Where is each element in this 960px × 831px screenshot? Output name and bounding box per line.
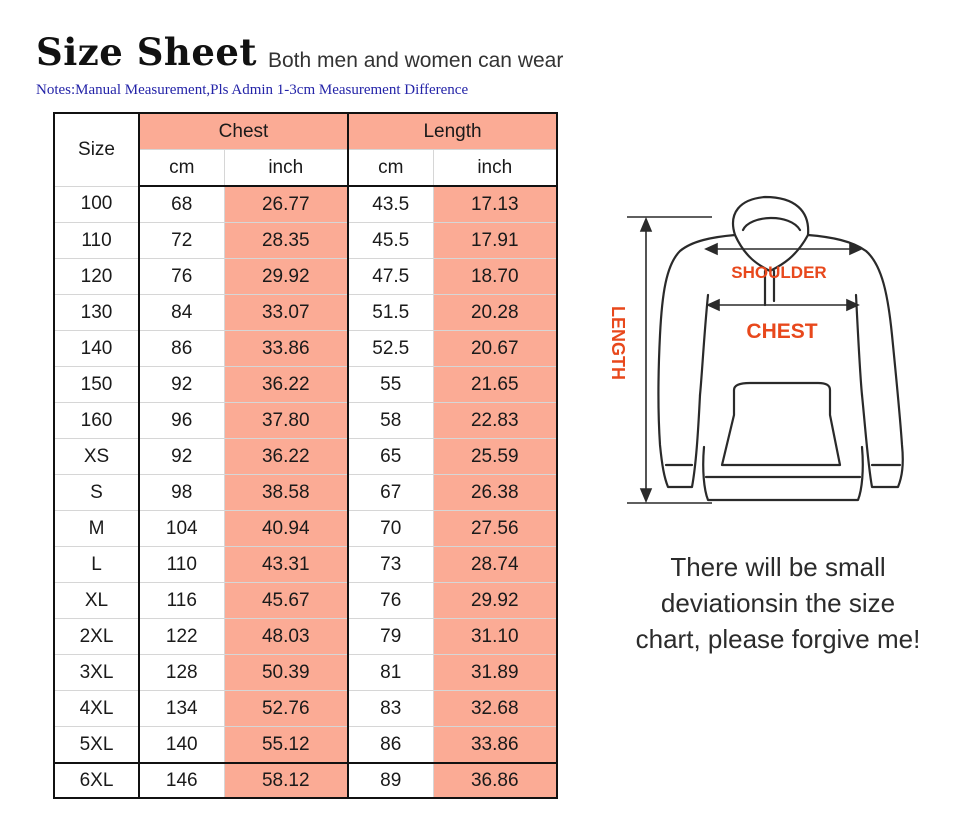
chest-inch-cell: 36.22 xyxy=(224,439,348,475)
length-inch-cell: 17.13 xyxy=(433,186,557,223)
size-column-header: Size xyxy=(54,113,139,186)
chest-inch-cell: 52.76 xyxy=(224,691,348,727)
chest-inch-cell: 55.12 xyxy=(224,727,348,764)
measurement-notes: Notes:Manual Measurement,Pls Admin 1-3cm Measurement Difference xyxy=(36,82,469,98)
chest-inch-cell: 37.80 xyxy=(224,403,348,439)
length-cm-cell: 52.5 xyxy=(348,331,433,367)
length-inch-cell: 29.92 xyxy=(433,583,557,619)
chest-inch-cell: 26.77 xyxy=(224,186,348,223)
shoulder-label: SHOULDER xyxy=(731,263,827,282)
table-row xyxy=(54,259,557,295)
chest-inch-cell: 48.03 xyxy=(224,619,348,655)
length-inch-cell: 33.86 xyxy=(433,727,557,764)
length-cm-cell: 67 xyxy=(348,475,433,511)
size-table xyxy=(53,112,558,799)
length-cm-cell: 58 xyxy=(348,403,433,439)
length-cm-cell: 76 xyxy=(348,583,433,619)
hoodie-icon xyxy=(600,185,930,515)
size-cell: 100 xyxy=(54,186,139,223)
table-row xyxy=(54,763,557,798)
chest-group-header: Chest xyxy=(139,113,348,150)
size-cell: 6XL xyxy=(54,763,139,798)
length-inch-cell: 27.56 xyxy=(433,511,557,547)
table-row xyxy=(54,186,557,223)
unit-header-length-inch: inch xyxy=(433,150,557,187)
length-cm-cell: 43.5 xyxy=(348,186,433,223)
length-inch-cell: 26.38 xyxy=(433,475,557,511)
length-inch-cell: 31.89 xyxy=(433,655,557,691)
length-inch-cell: 36.86 xyxy=(433,763,557,798)
size-cell: 110 xyxy=(54,223,139,259)
chest-inch-cell: 43.31 xyxy=(224,547,348,583)
chest-inch-cell: 33.07 xyxy=(224,295,348,331)
length-inch-cell: 32.68 xyxy=(433,691,557,727)
length-inch-cell: 28.74 xyxy=(433,547,557,583)
table-row xyxy=(54,583,557,619)
chest-cm-cell: 86 xyxy=(139,331,224,367)
chest-inch-cell: 28.35 xyxy=(224,223,348,259)
length-inch-cell: 20.28 xyxy=(433,295,557,331)
length-cm-cell: 83 xyxy=(348,691,433,727)
chest-inch-cell: 40.94 xyxy=(224,511,348,547)
unit-header-chest-cm: cm xyxy=(139,150,224,187)
table-row xyxy=(54,223,557,259)
length-group-header: Length xyxy=(348,113,557,150)
length-label: LENGTH xyxy=(608,306,628,380)
note-line: deviationsin the size xyxy=(660,588,896,618)
size-cell: XL xyxy=(54,583,139,619)
size-cell: 2XL xyxy=(54,619,139,655)
length-cm-cell: 70 xyxy=(348,511,433,547)
chest-inch-cell: 58.12 xyxy=(224,763,348,798)
length-cm-cell: 51.5 xyxy=(348,295,433,331)
length-cm-cell: 45.5 xyxy=(348,223,433,259)
table-row xyxy=(54,403,557,439)
note-line: There will be small xyxy=(670,552,886,582)
table-row xyxy=(54,295,557,331)
length-inch-cell: 25.59 xyxy=(433,439,557,475)
chest-cm-cell: 146 xyxy=(139,763,224,798)
size-cell: XS xyxy=(54,439,139,475)
length-inch-cell: 18.70 xyxy=(433,259,557,295)
size-cell: 120 xyxy=(54,259,139,295)
table-row xyxy=(54,511,557,547)
length-inch-cell: 22.83 xyxy=(433,403,557,439)
table-row xyxy=(54,727,557,764)
table-row xyxy=(54,475,557,511)
chest-inch-cell: 38.58 xyxy=(224,475,348,511)
chest-cm-cell: 92 xyxy=(139,439,224,475)
size-cell: 130 xyxy=(54,295,139,331)
chest-cm-cell: 96 xyxy=(139,403,224,439)
unit-header-length-cm: cm xyxy=(348,150,433,187)
chest-cm-cell: 122 xyxy=(139,619,224,655)
subtitle: Both men and women can wear xyxy=(268,49,564,72)
length-cm-cell: 86 xyxy=(348,727,433,764)
size-cell: 150 xyxy=(54,367,139,403)
unit-header-chest-inch: inch xyxy=(224,150,348,187)
chest-inch-cell: 29.92 xyxy=(224,259,348,295)
chest-cm-cell: 76 xyxy=(139,259,224,295)
length-cm-cell: 55 xyxy=(348,367,433,403)
size-cell: S xyxy=(54,475,139,511)
chest-cm-cell: 116 xyxy=(139,583,224,619)
chest-cm-cell: 72 xyxy=(139,223,224,259)
note-line: chart, please forgive me! xyxy=(635,624,921,654)
size-cell: L xyxy=(54,547,139,583)
length-inch-cell: 31.10 xyxy=(433,619,557,655)
length-cm-cell: 81 xyxy=(348,655,433,691)
size-cell: M xyxy=(54,511,139,547)
length-cm-cell: 79 xyxy=(348,619,433,655)
length-inch-cell: 21.65 xyxy=(433,367,557,403)
length-inch-cell: 17.91 xyxy=(433,223,557,259)
chest-inch-cell: 45.67 xyxy=(224,583,348,619)
chest-cm-cell: 140 xyxy=(139,727,224,764)
table-row xyxy=(54,367,557,403)
chest-cm-cell: 128 xyxy=(139,655,224,691)
length-cm-cell: 47.5 xyxy=(348,259,433,295)
table-row xyxy=(54,331,557,367)
table-row xyxy=(54,655,557,691)
length-cm-cell: 73 xyxy=(348,547,433,583)
chest-cm-cell: 84 xyxy=(139,295,224,331)
size-cell: 5XL xyxy=(54,727,139,764)
table-row xyxy=(54,691,557,727)
page-title: Size Sheet xyxy=(36,30,258,74)
chest-inch-cell: 36.22 xyxy=(224,367,348,403)
table-row xyxy=(54,547,557,583)
chest-cm-cell: 98 xyxy=(139,475,224,511)
chest-inch-cell: 50.39 xyxy=(224,655,348,691)
length-cm-cell: 65 xyxy=(348,439,433,475)
size-cell: 160 xyxy=(54,403,139,439)
length-cm-cell: 89 xyxy=(348,763,433,798)
table-row xyxy=(54,619,557,655)
chest-label: CHEST xyxy=(746,320,818,343)
chest-inch-cell: 33.86 xyxy=(224,331,348,367)
chest-cm-cell: 104 xyxy=(139,511,224,547)
chest-cm-cell: 92 xyxy=(139,367,224,403)
length-inch-cell: 20.67 xyxy=(433,331,557,367)
size-cell: 4XL xyxy=(54,691,139,727)
size-cell: 3XL xyxy=(54,655,139,691)
chest-cm-cell: 134 xyxy=(139,691,224,727)
size-cell: 140 xyxy=(54,331,139,367)
chest-cm-cell: 110 xyxy=(139,547,224,583)
chest-cm-cell: 68 xyxy=(139,186,224,223)
table-row xyxy=(54,439,557,475)
deviation-note xyxy=(618,549,938,657)
hoodie-diagram xyxy=(600,185,930,519)
